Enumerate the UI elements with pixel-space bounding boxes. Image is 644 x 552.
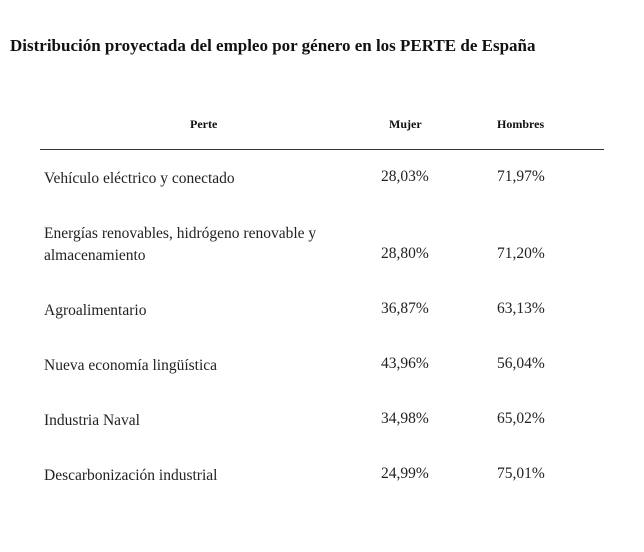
hombres-value-cell: 63,13%	[497, 300, 545, 317]
perte-name-cell: Industria Naval	[44, 412, 140, 429]
mujer-value-cell: 28,03%	[381, 168, 429, 185]
hombres-value-cell: 56,04%	[497, 355, 545, 372]
mujer-value-cell: 36,87%	[381, 300, 429, 317]
hombres-value-cell: 75,01%	[497, 465, 545, 482]
perte-name-cell: Agroalimentario	[44, 302, 147, 319]
employment-table	[40, 100, 604, 502]
table-row	[40, 392, 604, 447]
mujer-value-cell: 24,99%	[381, 465, 429, 482]
hombres-value-cell: 65,02%	[497, 410, 545, 427]
table-row	[40, 282, 604, 337]
page-title: Distribución proyectada del empleo por género en los PERTE de España	[10, 36, 536, 55]
perte-name-cell: Vehículo eléctrico y conectado	[44, 170, 235, 187]
table-row	[40, 150, 604, 205]
column-header-mujer: Mujer	[389, 117, 422, 131]
column-header-perte: Perte	[190, 117, 218, 131]
mujer-value-cell: 43,96%	[381, 355, 429, 372]
perte-name-cell: Energías renovables, hidrógeno renovable y almacenamiento	[44, 225, 317, 264]
hombres-value-cell: 71,97%	[497, 168, 545, 185]
table-header	[40, 100, 604, 150]
mujer-value-cell: 34,98%	[381, 410, 429, 427]
mujer-value-cell: 28,80%	[381, 245, 429, 262]
table-row	[40, 447, 604, 502]
hombres-value-cell: 71,20%	[497, 245, 545, 262]
table-row	[40, 205, 604, 282]
column-header-hombres: Hombres	[497, 117, 545, 131]
table-row	[40, 337, 604, 392]
perte-name-cell: Nueva economía lingüística	[44, 357, 218, 374]
perte-name-cell: Descarbonización industrial	[44, 467, 218, 484]
